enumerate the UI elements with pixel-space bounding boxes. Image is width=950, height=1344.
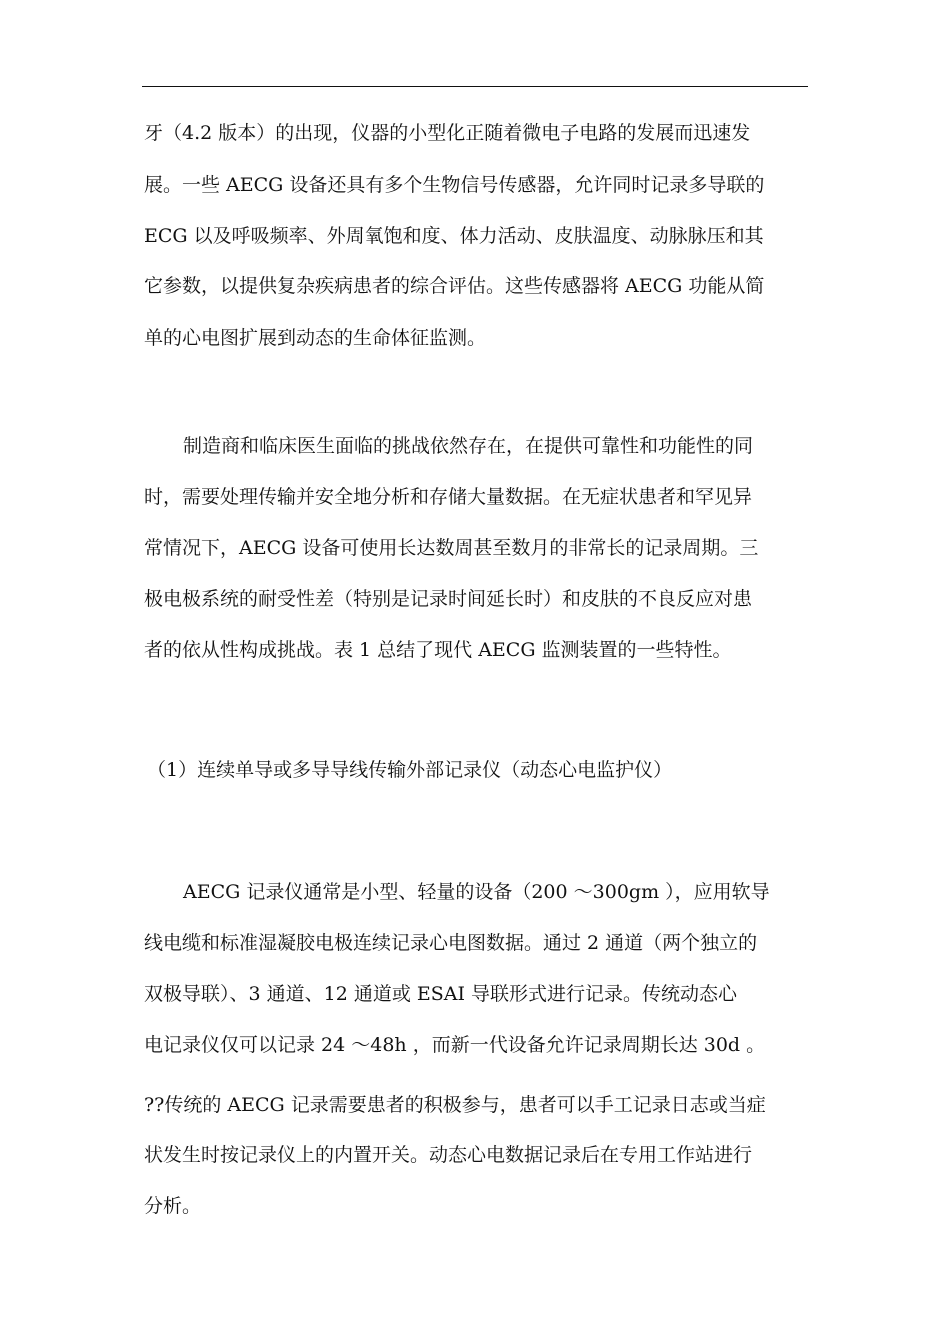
paragraph-line: 它参数，以提供复杂疾病患者的综合评估。这些传感器将 AECG 功能从简 [144, 275, 765, 297]
paragraph-line: ??传统的 AECG 记录需要患者的积极参与，患者可以手工记录日志或当症 [144, 1094, 766, 1116]
paragraph-line: 分析。 [144, 1195, 202, 1217]
paragraph-line: 线电缆和标准湿凝胶电极连续记录心电图数据。通过 2 通道（两个独立的 [144, 932, 758, 954]
header-rule [142, 86, 808, 87]
paragraph-line: ECG 以及呼吸频率、外周氧饱和度、体力活动、皮肤温度、动脉脉压和其 [144, 225, 764, 247]
paragraph-line: 电记录仪仅可以记录 24 ～48h ，而新一代设备允许记录周期长达 30d 。 [144, 1034, 766, 1056]
paragraph-line: 者的依从性构成挑战。表 1 总结了现代 AECG 监测装置的一些特性。 [144, 639, 732, 661]
paragraph-line: AECG 记录仪通常是小型、轻量的设备（200 ～300gm ），应用软导 [183, 881, 770, 903]
paragraph-line: 极电极系统的耐受性差（特别是记录时间延长时）和皮肤的不良反应对患 [144, 588, 753, 610]
paragraph-line: 双极导联）、3 通道、12 通道或 ESAI 导联形式进行记录。传统动态心 [144, 983, 738, 1005]
paragraph-line: 状发生时按记录仪上的内置开关。动态心电数据记录后在专用工作站进行 [144, 1144, 753, 1166]
section-heading: （1）连续单导或多导导线传输外部记录仪（动态心电监护仪） [147, 759, 673, 781]
paragraph-line: 牙（4.2 版本）的出现，仪器的小型化正随着微电子电路的发展而迅速发 [144, 122, 751, 144]
paragraph-line: 时，需要处理传输并安全地分析和存储大量数据。在无症状患者和罕见异 [144, 486, 753, 508]
paragraph-line: 单的心电图扩展到动态的生命体征监测。 [144, 327, 487, 349]
paragraph-line: 常情况下，AECG 设备可使用长达数周甚至数月的非常长的记录周期。三 [144, 537, 759, 559]
paragraph-line: 制造商和临床医生面临的挑战依然存在，在提供可靠性和功能性的同 [183, 435, 754, 457]
paragraph-line: 展。一些 AECG 设备还具有多个生物信号传感器，允许同时记录多导联的 [144, 174, 765, 196]
